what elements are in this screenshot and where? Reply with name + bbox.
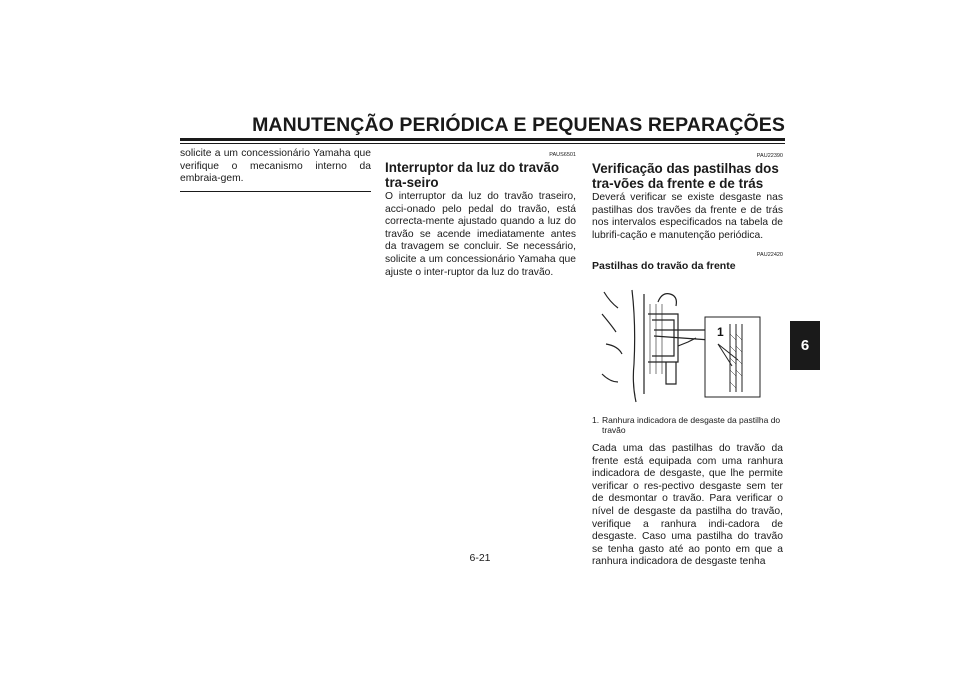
figure-caption: [592, 415, 783, 435]
intro-paragraph: Deverá verificar se existe desgaste nas pastilhas dos travões da frente e de trás nos intervalos especificados na tabela de lubrifi-cação e manutenção periódica.: [592, 192, 783, 241]
section-code: PAUS6501: [549, 152, 576, 158]
section-code: PAU22390: [756, 153, 783, 159]
column-middle: [385, 148, 576, 279]
section-paragraph: O interruptor da luz do travão traseiro, acci-onado pelo pedal do travão, está correcta-mente ajustado quando a luz do travão se acende imediatamente antes da travagem se concluir. Se necessário, solicite a um concessionário Yamaha que ajuste o inter-ruptor da luz do travão.: [385, 191, 576, 278]
page-number: 6-21: [469, 552, 491, 564]
subsection-heading: Pastilhas do travão da frente: [592, 260, 736, 273]
chapter-tab: 6: [790, 321, 820, 370]
section-heading: Interruptor da luz do travão tra-seiro: [385, 160, 560, 190]
caption-number: 1.: [592, 414, 600, 425]
section-separator: [180, 191, 371, 192]
continued-paragraph: solicite a um concessionário Yamaha que verifique o mecanismo interno da embraia-gem.: [180, 148, 371, 185]
column-left: [180, 148, 371, 192]
section-paragraph: Cada uma das pastilhas do travão da frente está equipada com uma ranhura indicadora de desgaste, que lhe permite verificar o res-pectivo desgaste sem ter de desmontar o travão. Para verificar o nível de desgaste da pastilha do travão, verifique a ranhura indi-cadora de desgaste. Caso uma pastilha do travão se tenha gasto até ao ponto em que a ranhura indicadora de desgaste tenha: [592, 442, 783, 568]
callout-number: 1: [717, 325, 724, 340]
subsection-code: PAU22420: [756, 252, 783, 259]
column-right: [592, 148, 783, 569]
caption-text: Ranhura indicadora de desgaste da pastilha do travão: [602, 414, 781, 435]
title-rule-thick: [180, 138, 785, 141]
section-heading: Verificação das pastilhas dos tra-vões da frente e de trás: [592, 161, 779, 191]
page-title: MANUTENÇÃO PERIÓDICA E PEQUENAS REPARAÇÕES: [252, 114, 785, 136]
title-rule-thin: [180, 143, 785, 144]
brake-pad-illustration: [592, 284, 762, 404]
